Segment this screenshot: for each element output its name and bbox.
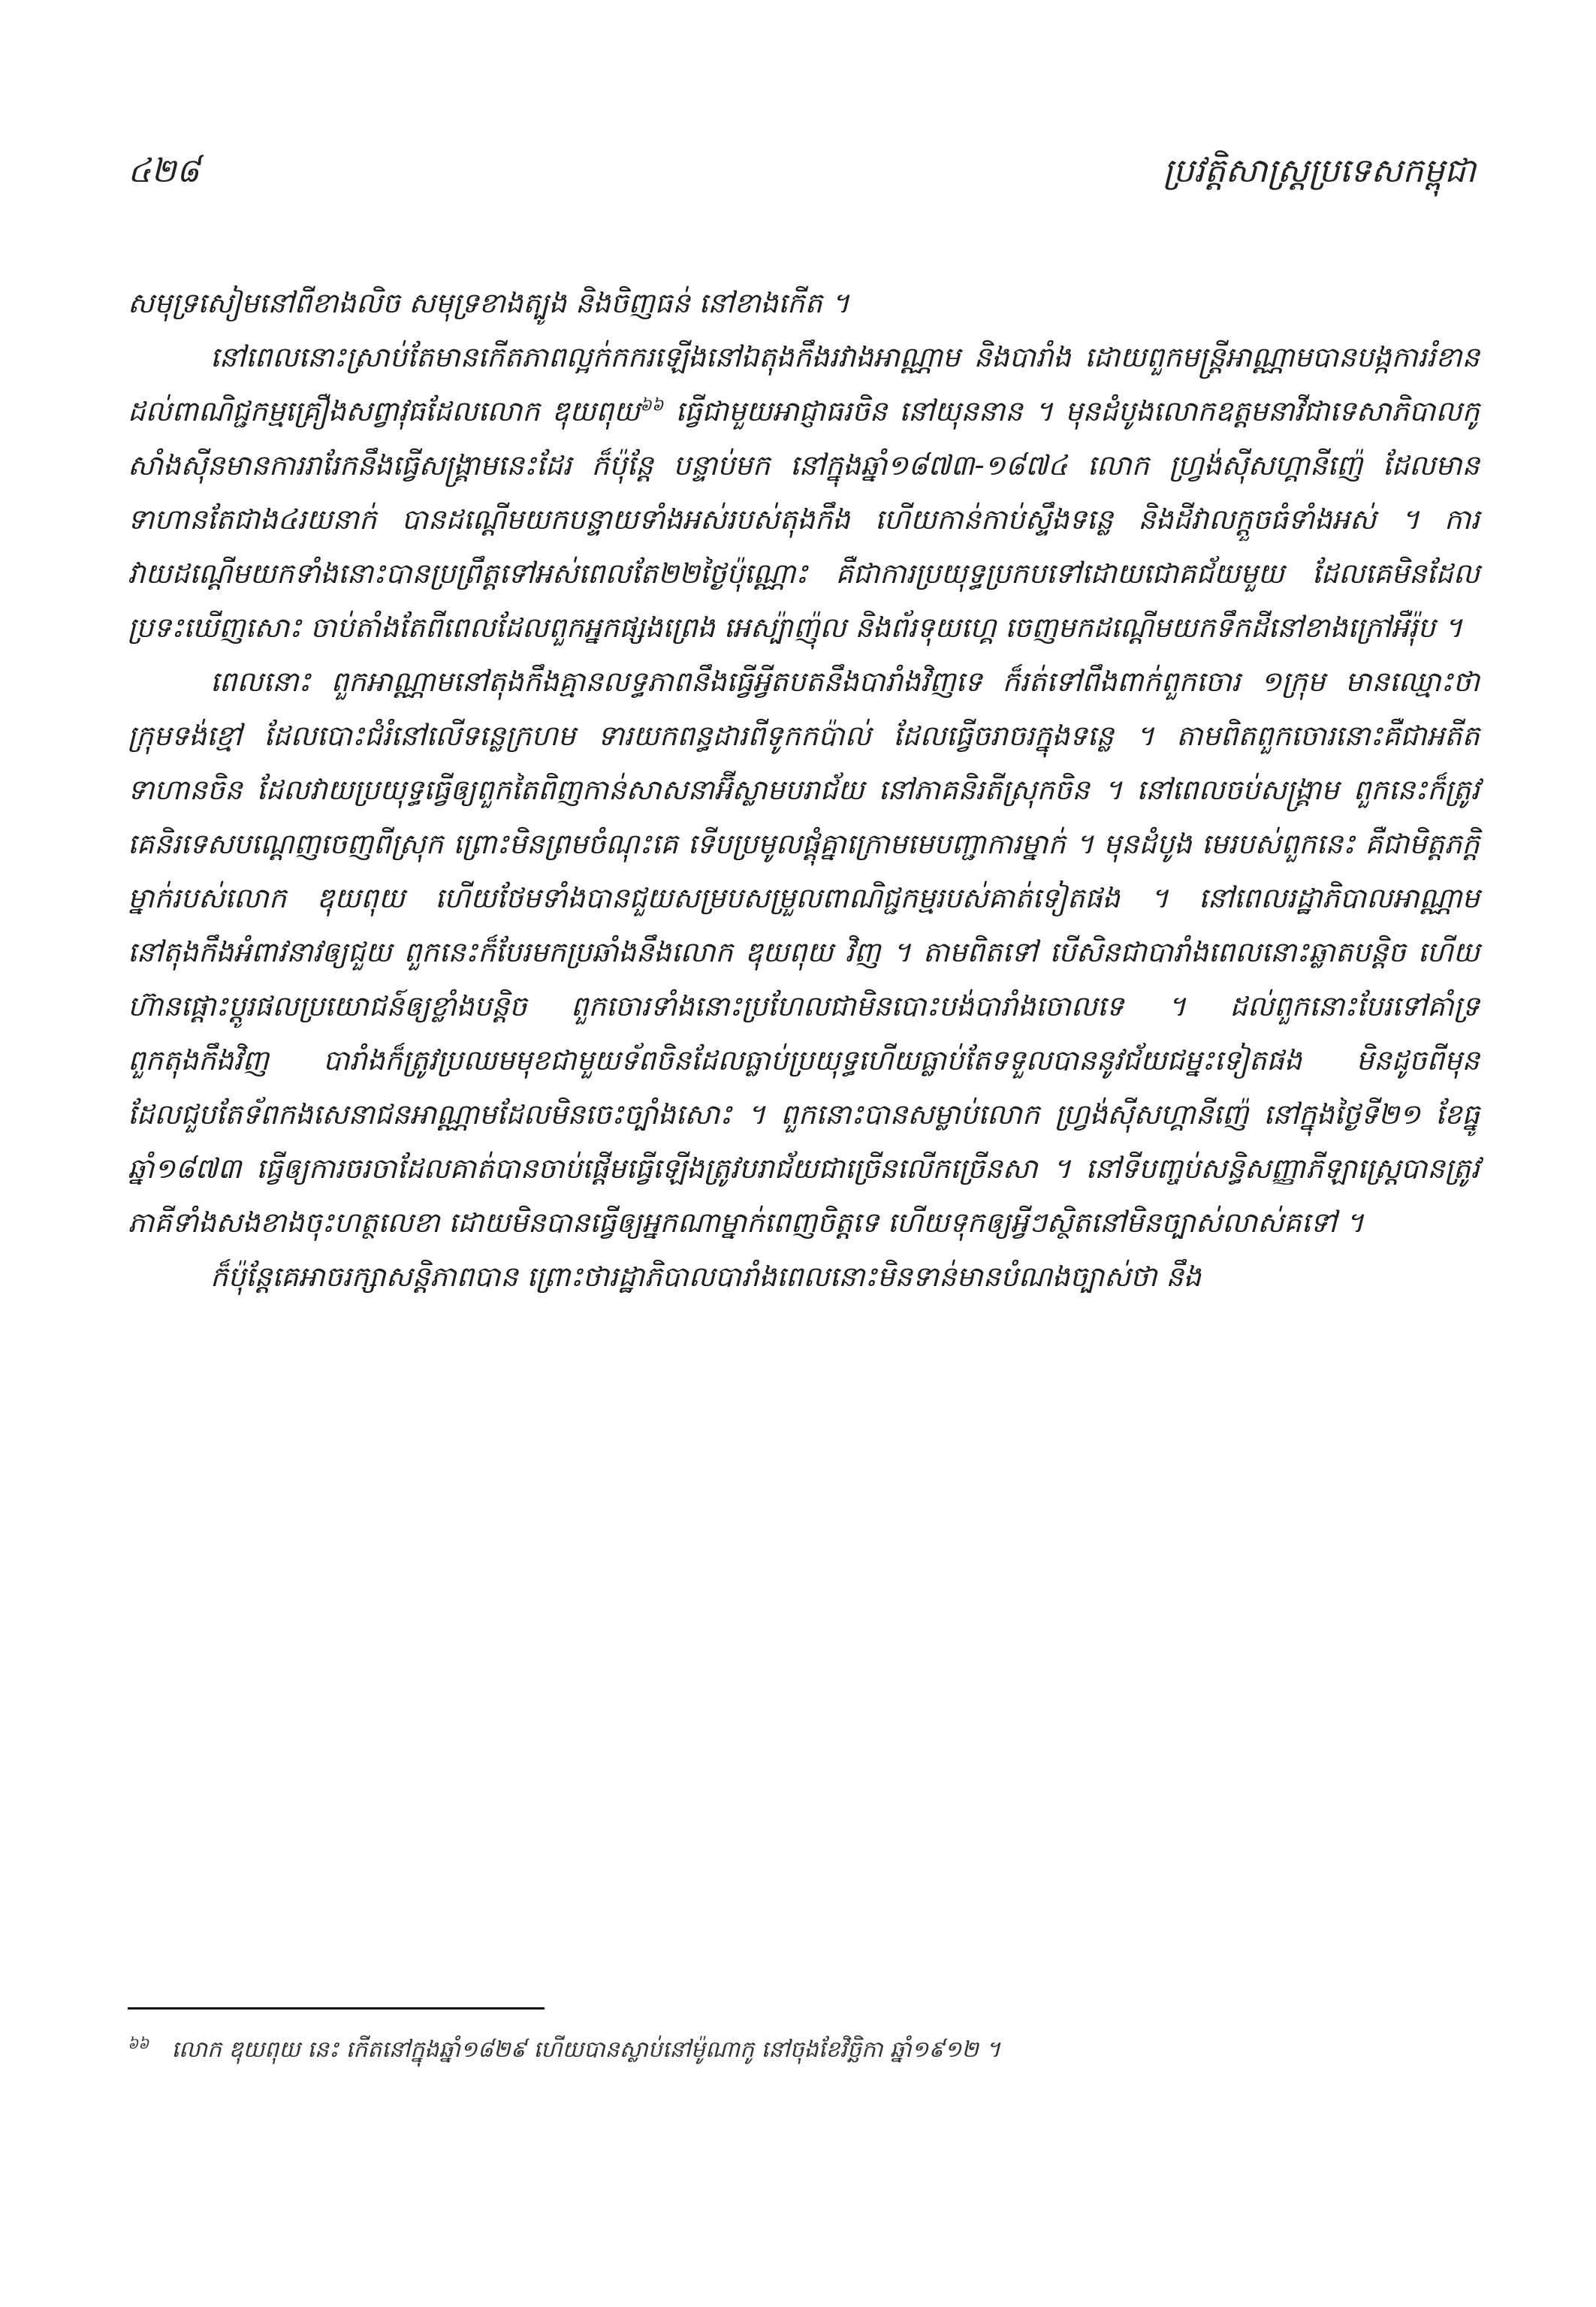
body-text	[128, 276, 1480, 1304]
page-header	[128, 150, 1476, 218]
paragraph: ពេលនោះ ពួកអាណ្ណាមនៅតុងកឹងគ្មានលទ្ធភាពនឹងធ្វើអ្វីតបតនឹងបារាំងវិញទេ ក៏រត់ទៅពឹងពាក់ពួកចោរ ១ក្រុម មានឈ្មោះថា ក្រុមទង់ខ្មៅ ដែលបោះជំរំនៅលើទន្លេក្រហម ទារយកពន្ធដារពីទូកកប៉ាល់ ដែលធ្វើចរាចរក្នុងទន្លេ ។ តាមពិតពួកចោរនោះគឺជាអតីតទាហានចិន ដែលវាយប្រយុទ្ធធ្វើឲ្យពួកតៃពិញកាន់សាសនាអ៊ីស្លាមបរាជ័យ នៅភាគនិរតីស្រុកចិន ។ នៅពេលចប់សង្គ្រាម ពួកនេះក៏ត្រូវគេនិរទេសបណ្តេញចេញពីស្រុក ព្រោះមិនព្រមចំណុះគេ ទើបប្រមូលផ្តុំគ្នាក្រោមមេបញ្ជាការម្នាក់ ។ មុនដំបូង មេរបស់ពួកនេះ គឺជាមិត្តភក្តិម្នាក់របស់លោក ឌុយពុយ ហើយថែមទាំងបានជួយសម្របសម្រួលពាណិជ្ជកម្មរបស់គាត់ទៀតផង ។ នៅពេលរដ្ឋាភិបាលអាណ្ណាមនៅតុងកឹងអំពាវនាវឲ្យជួយ ពួកនេះក៏បែរមកប្រឆាំងនឹងលោក ឌុយពុយ វិញ ។ តាមពិតទៅ បើសិនជាបារាំងពេលនោះឆ្លាតបន្តិច ហើយហ៊ានផ្តោះប្តូរផលប្រយោជន៍ឲ្យខ្លាំងបន្តិច ពួកចោរទាំងនោះប្រហែលជាមិនបោះបង់បារាំងចោលទេ ។ ដល់ពួកនោះបែរទៅគាំទ្រពួកតុងកឹងវិញ បារាំងក៏ត្រូវប្រឈមមុខជាមួយទ័ពចិនដែលធ្លាប់ប្រយុទ្ធហើយធ្លាប់តែទទួលបាននូវជ័យជម្នះទៀតផង មិនដូចពីមុន ដែលជួបតែទ័ពកងសេនាជនអាណ្ណាមដែលមិនចេះច្បាំងសោះ ។ ពួកនោះបានសម្លាប់លោក ហ្វ្រង់ស៊ីសហ្គានីញ៉េ នៅក្នុងថ្ងៃទី២១ ខែធ្នូ ឆ្នាំ១៨៧៣ ធ្វើឲ្យការចរចាដែលគាត់បានចាប់ផ្តើមធ្វើឡើងត្រូវបរាជ័យជាច្រើនលើកច្រើនសា ។ នៅទីបញ្ចប់សន្ធិសញ្ញាភីឡាស្ត្រេបានត្រូវភាគីទាំងសងខាងចុះហត្ថលេខា ដោយមិនបានធ្វើឲ្យអ្នកណាម្នាក់ពេញចិត្តទេ ហើយទុកឲ្យអ្វីៗស្ថិតនៅមិនច្បាស់លាស់គទៅ ។	[128, 666, 1480, 1239]
paragraph-text: នៅពេលនោះស្រាប់តែមានកើតភាពល្អក់កករឡើងនៅឯតុងកឹងរវាងអាណ្ណាម និងបារាំង ដោយពួកមន្ត្រីអាណ្ណាមបានបង្កការរំខានដល់ពាណិជ្ជកម្មគ្រឿងសព្វាវុធដែលលោក ឌុយពុយ	[128, 341, 1480, 427]
paragraph-text: ធ្វើជាមួយអាជ្ញាធរចិន នៅយុននាន ។ មុនដំបូងលោកឧត្តមនាវីជាទេសាភិបាលកូសាំងស៊ីនមានការរារែកនឹងធ្វើសង្គ្រាមនេះដែរ ក៏ប៉ុន្តែ បន្ទាប់មក នៅក្នុងឆ្នាំ១៨៧៣-១៨៧៤ លោក ហ្វ្រង់ស៊ីសហ្គានីញ៉េ ដែលមានទាហានតែជាង៤រយនាក់ បានដណ្តើមយកបន្ទាយទាំងអស់របស់តុងកឹង ហើយកាន់កាប់ស្ទឹងទន្លេ និងដីវាលក្តួចធំទាំងអស់ ។ ការវាយដណ្តើមយកទាំងនោះបានប្រព្រឹត្តទៅអស់ពេលតែ២២ថ្ងៃប៉ុណ្ណោះ គឺជាការប្រយុទ្ធប្រកបទៅដោយជោគជ័យមួយ ដែលគេមិនដែលប្រទះឃើញសោះ ចាប់តាំងតែពីពេលដែលពួកអ្នកផ្សងព្រេង អេស្ប៉ាញ៉ុល និងព័រទុយហ្គេ ចេញមកដណ្តើមយកទឹកដីនៅខាងក្រៅអឺរ៉ុប ។	[128, 395, 1480, 644]
footnote-mark: ៦៦	[128, 2034, 149, 2052]
footnote-text: លោក ឌុយពុយ នេះ កើតនៅក្នុងឆ្នាំ១៨២៩ ហើយបានស្លាប់នៅម៉ូណាកូ នៅចុងខែវិច្ឆិកា ឆ្នាំ១៩១២ ។	[171, 2037, 1001, 2063]
footnote-separator	[128, 2007, 545, 2010]
page-number: ៤២៨	[128, 152, 200, 190]
paragraph-continuation: សមុទ្រសៀមនៅពីខាងលិច សមុទ្រខាងត្បូង និងចិញធន់ នៅខាងកើត ។	[128, 287, 850, 319]
footnote	[128, 2025, 1480, 2069]
paragraph	[128, 331, 1480, 655]
paragraph: ក៏ប៉ុន្តែគេអាចរក្សាសន្តិភាពបាន ព្រោះថារដ្ឋាភិបាលបារាំងពេលនោះមិនទាន់មានបំណងច្បាស់ថា នឹង	[210, 1261, 1202, 1293]
footnote-reference: ៦៦	[640, 396, 664, 415]
running-title: ប្រវត្តិសាស្ត្រប្រទេសកម្ពុជា	[1163, 152, 1476, 190]
